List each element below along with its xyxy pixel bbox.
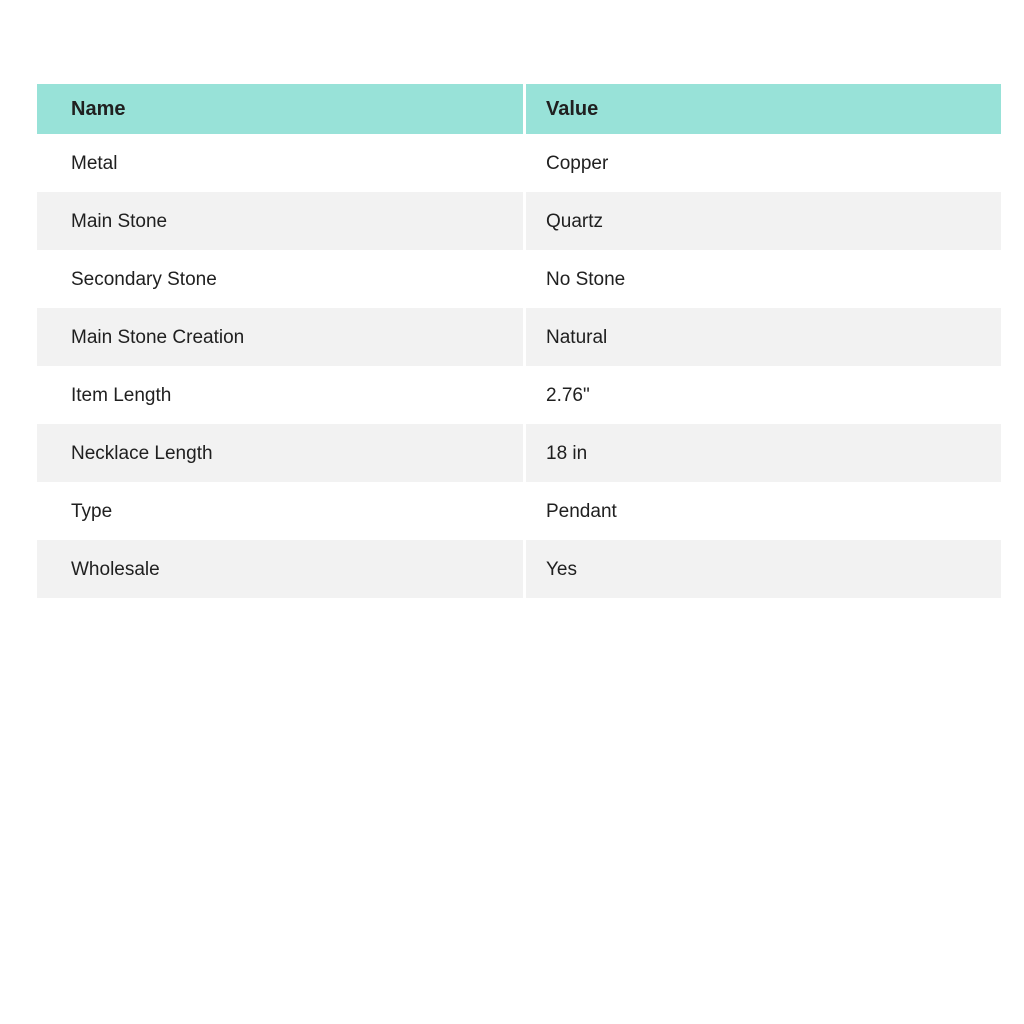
header-cell-value: Value — [526, 84, 1001, 134]
attribute-name: Type — [37, 482, 523, 540]
table-body — [37, 134, 1001, 598]
table-row — [37, 424, 1001, 482]
attribute-name: Item Length — [37, 366, 523, 424]
attribute-name: Metal — [37, 134, 523, 192]
attributes-table — [37, 84, 1001, 598]
table-row — [37, 308, 1001, 366]
attribute-name: Secondary Stone — [37, 250, 523, 308]
table-row — [37, 366, 1001, 424]
attribute-value: No Stone — [526, 250, 1001, 308]
table-row — [37, 134, 1001, 192]
attribute-name: Wholesale — [37, 540, 523, 598]
table-row — [37, 192, 1001, 250]
attribute-name: Necklace Length — [37, 424, 523, 482]
attribute-value: Yes — [526, 540, 1001, 598]
table-row — [37, 250, 1001, 308]
attribute-value: Quartz — [526, 192, 1001, 250]
attribute-name: Main Stone Creation — [37, 308, 523, 366]
header-cell-name: Name — [37, 84, 523, 134]
attribute-name: Main Stone — [37, 192, 523, 250]
attribute-value: Natural — [526, 308, 1001, 366]
attribute-value: Pendant — [526, 482, 1001, 540]
table-row — [37, 540, 1001, 598]
attribute-value: 2.76" — [526, 366, 1001, 424]
attribute-value: Copper — [526, 134, 1001, 192]
table-header-row — [37, 84, 1001, 134]
attribute-value: 18 in — [526, 424, 1001, 482]
table-row — [37, 482, 1001, 540]
